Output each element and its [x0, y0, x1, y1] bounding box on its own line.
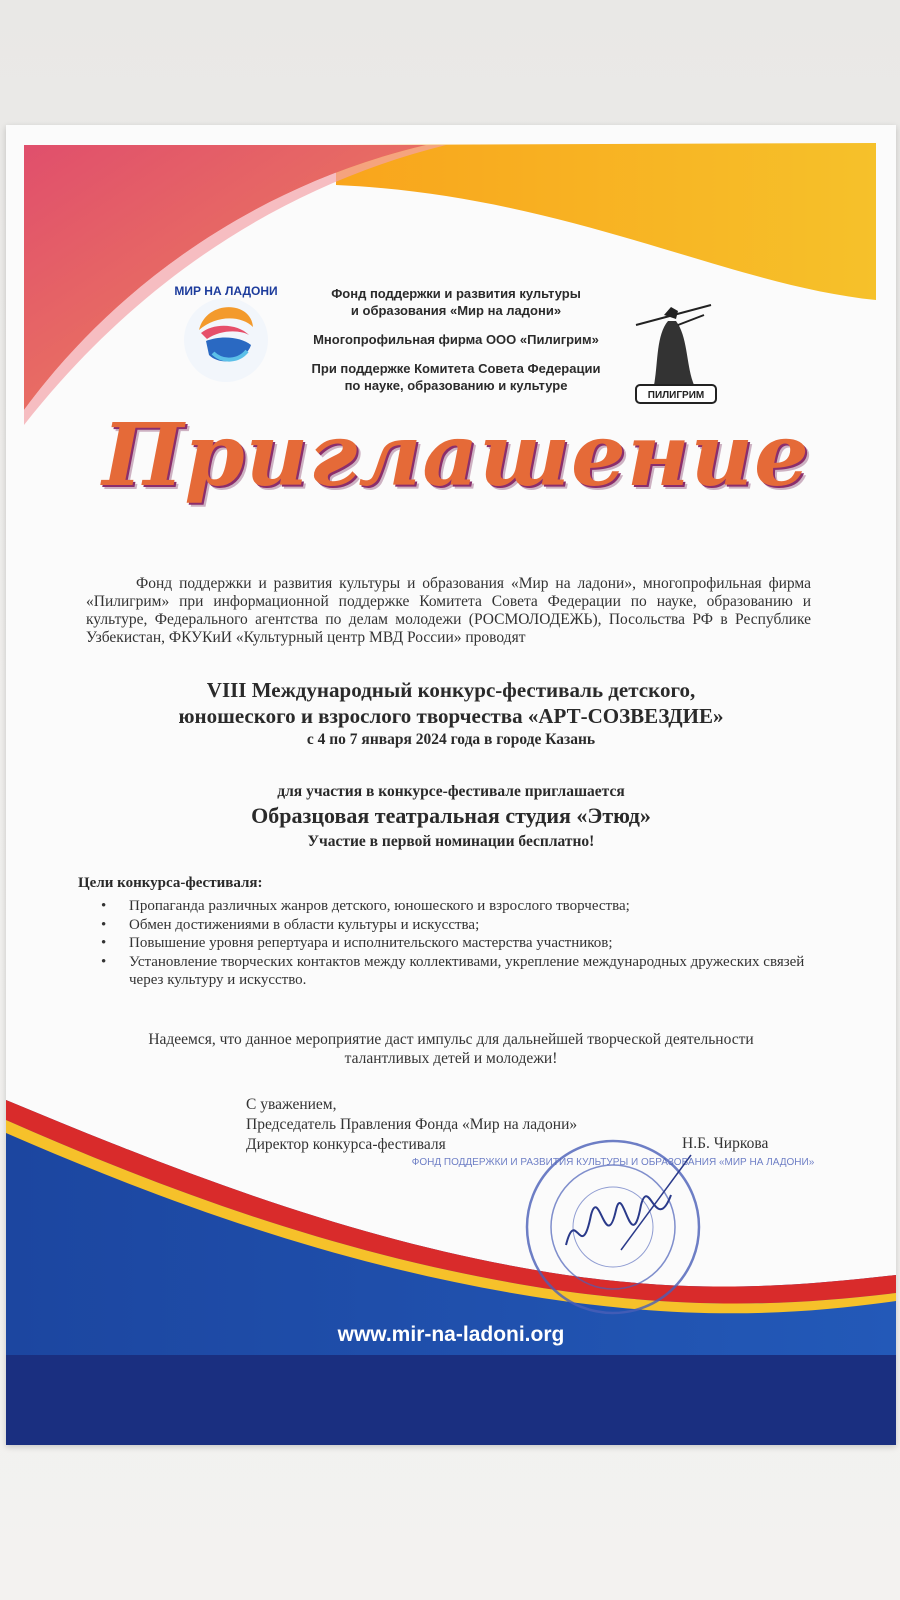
invitation-title: Приглашение [102, 405, 810, 506]
free-participation-note: Участие в первой номинации бесплатно! [307, 833, 595, 850]
goals-heading: Цели конкурса-фестиваля: [78, 875, 263, 891]
hope-line-1: Надеемся, что данное мероприятие даст импульс для дальнейшей творческой деятельности [148, 1031, 754, 1048]
org-line-2: и образования «Мир на ладони» [350, 303, 562, 318]
sign-line-2: Председатель Правления Фонда «Мир на ладони» [246, 1116, 578, 1133]
sign-line-3: Директор конкурса-фестиваля [246, 1136, 446, 1153]
event-dates: с 4 по 7 января 2024 года в городе Казань [306, 731, 596, 748]
event-line-2: юношеского и взрослого творчества «АРТ-СОЗВЕЗДИЕ» [178, 704, 724, 728]
intro-text: Фонд поддержки и развития культуры и образования «Мир на ладони», многопрофильная фирма «Пилигрим» при информационной поддержке Комитета Совета Федерации по науке, образованию и культуре, Федерального агентства по делам молодежи (РОСМОЛОДЕЖЬ), Посольства РФ в Республике Узбекистан, ФКУКиИ «Культурный центр МВД России» проводят [86, 575, 811, 646]
org-line-1: Фонд поддержки и развития культуры [331, 286, 581, 301]
invite-line: для участия в конкурсе-фестивале приглашается [277, 783, 625, 800]
org-line-5: по науке, образованию и культуре [344, 378, 568, 393]
invited-studio: Образцовая театральная студия «Этюд» [251, 803, 651, 828]
hope-line-2: талантливых детей и молодежи! [344, 1050, 558, 1067]
stamp-text: ФОНД ПОДДЕРЖКИ И РАЗВИТИЯ КУЛЬТУРЫ И ОБРАЗОВАНИЯ «МИР НА ЛАДОНИ» [411, 1157, 815, 1168]
event-title [66, 677, 836, 729]
piligrim-logo [616, 285, 736, 415]
logo-left-title: МИР НА ЛАДОНИ [174, 284, 278, 298]
website-link[interactable]: www.mir-na-ladoni.org [337, 1323, 565, 1346]
sign-line-1: С уважением, [246, 1096, 337, 1113]
bottom-navy-band [6, 1355, 896, 1445]
event-line-1: VIII Международный конкурс-фестиваль детского, [206, 678, 696, 702]
goal-item: • Пропаганда различных жанров детского, юношеского и взрослого творчества; [101, 897, 821, 916]
organizers-header [276, 285, 636, 394]
logo-right-title: ПИЛИГРИМ [647, 390, 705, 401]
goals-list [101, 897, 821, 990]
top-yellow-band [336, 143, 876, 300]
closing-wish [76, 1030, 826, 1068]
goal-item: • Обмен достижениями в области культуры и искусства; [101, 916, 821, 935]
signatory-name: Н.Б. Чиркова [682, 1135, 769, 1152]
goal-item: • Установление творческих контактов между коллективами, укрепление международных дружеских связей через культуру и искусство. [101, 953, 821, 990]
goal-item: • Повышение уровня репертуара и исполнительского мастерства участников; [101, 934, 821, 953]
org-line-3: Многопрофильная фирма ООО «Пилигрим» [313, 332, 599, 347]
mir-na-ladoni-logo [161, 275, 291, 405]
invitation-sheet [6, 125, 896, 1445]
org-line-4: При поддержке Комитета Совета Федерации [311, 361, 601, 376]
intro-paragraph [86, 575, 811, 647]
